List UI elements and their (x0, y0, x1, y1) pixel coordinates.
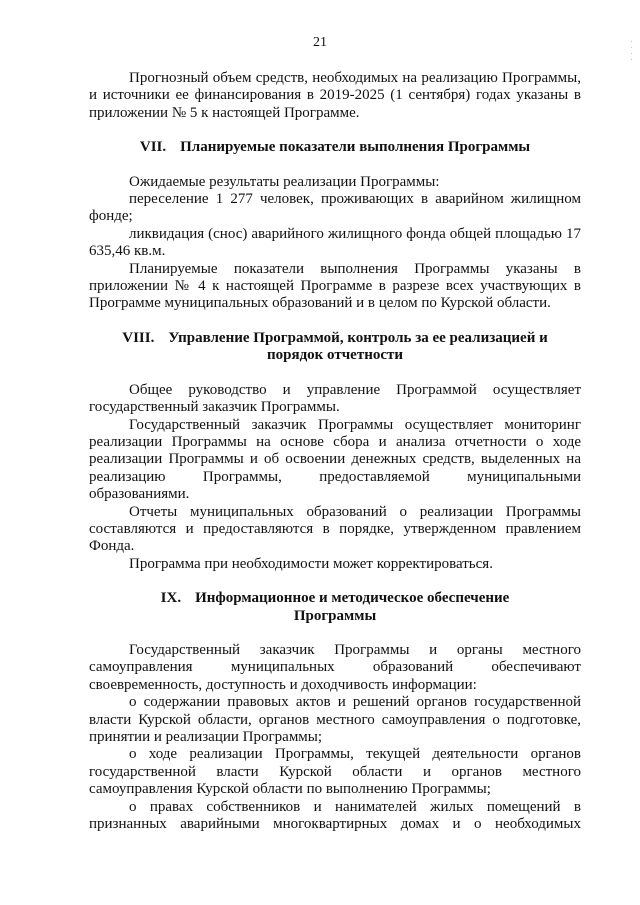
sec7-paragraph: Планируемые показатели выполнения Программы указаны в приложении № 4 к настоящей Программе в разрезе всех участвующих в Программе муниципальных образований и в целом по Курской области. (89, 260, 581, 312)
section-7-number: VII. (139, 139, 167, 156)
section-8-title-line2: порядок отчетности (266, 347, 404, 364)
sec8-paragraph: Программа при необходимости может корректироваться. (129, 555, 493, 572)
intro-paragraph: Прогнозный объем средств, необходимых на реализацию Программы, и источники ее финансирования в 2019-2025 (1 сентября) годах указаны в приложении № 5 к настоящей Программе. (89, 70, 581, 121)
sec8-paragraph: Отчеты муниципальных образований о реализации Программы составляются и предоставляются в порядке, утвержденном правлением Фонда. (89, 503, 581, 555)
section-8-title-line1: Управление Программой, контроль за ее реализацией и (168, 329, 548, 346)
section-7-heading (89, 139, 581, 156)
document-body (89, 70, 581, 833)
section-7-title: Планируемые показатели выполнения Программы (180, 139, 531, 156)
sec9-paragraph: о правах собственников и нанимателей жилых помещений в признанных аварийными многоквартирных домах и о необходимых (89, 798, 581, 833)
sec8-paragraph: Государственный заказчик Программы осуществляет мониторинг реализации Программы на основе сбора и анализа отчетности о ходе реализации Программы и об освоении денежных средств, выделенных на реализацию Программы, предоставляемой муниципальными образованиями. (89, 416, 581, 503)
section-8-number: VIII. (122, 329, 155, 346)
section-8-heading (89, 330, 581, 365)
sec7-paragraph: ликвидация (снос) аварийного жилищного фонда общей площадью 17 635,46 кв.м. (89, 225, 581, 260)
sec8-paragraph: Общее руководство и управление Программой осуществляет государственный заказчик Программы. (89, 381, 581, 416)
sec7-paragraph: переселение 1 277 человек, проживающих в аварийном жилищном фонде; (89, 191, 581, 225)
section-9-number: IX. (160, 590, 182, 607)
sec9-paragraph: о ходе реализации Программы, текущей деятельности органов государственной власти Курской области и органов местного самоуправления Курской области по выполнению Программы; (89, 746, 581, 798)
sec7-paragraph: Ожидаемые результаты реализации Программы: (129, 173, 440, 190)
side-margin-mark: · · · · (627, 40, 635, 62)
page-number: 21 (313, 35, 327, 50)
sec9-paragraph: о содержании правовых актов и решений органов государственной власти Курской области, органов местного самоуправления о подготовке, принятии и реализации Программы; (89, 694, 581, 745)
section-9-title-line1: Информационное и методическое обеспечение (195, 590, 510, 607)
section-9-title-line2: Программы (293, 607, 377, 624)
sec9-paragraph: Государственный заказчик Программы и органы местного самоуправления муниципальных образований обеспечивают своевременность, доступность и доходчивость информации: (89, 641, 581, 693)
section-9-heading (89, 590, 581, 625)
